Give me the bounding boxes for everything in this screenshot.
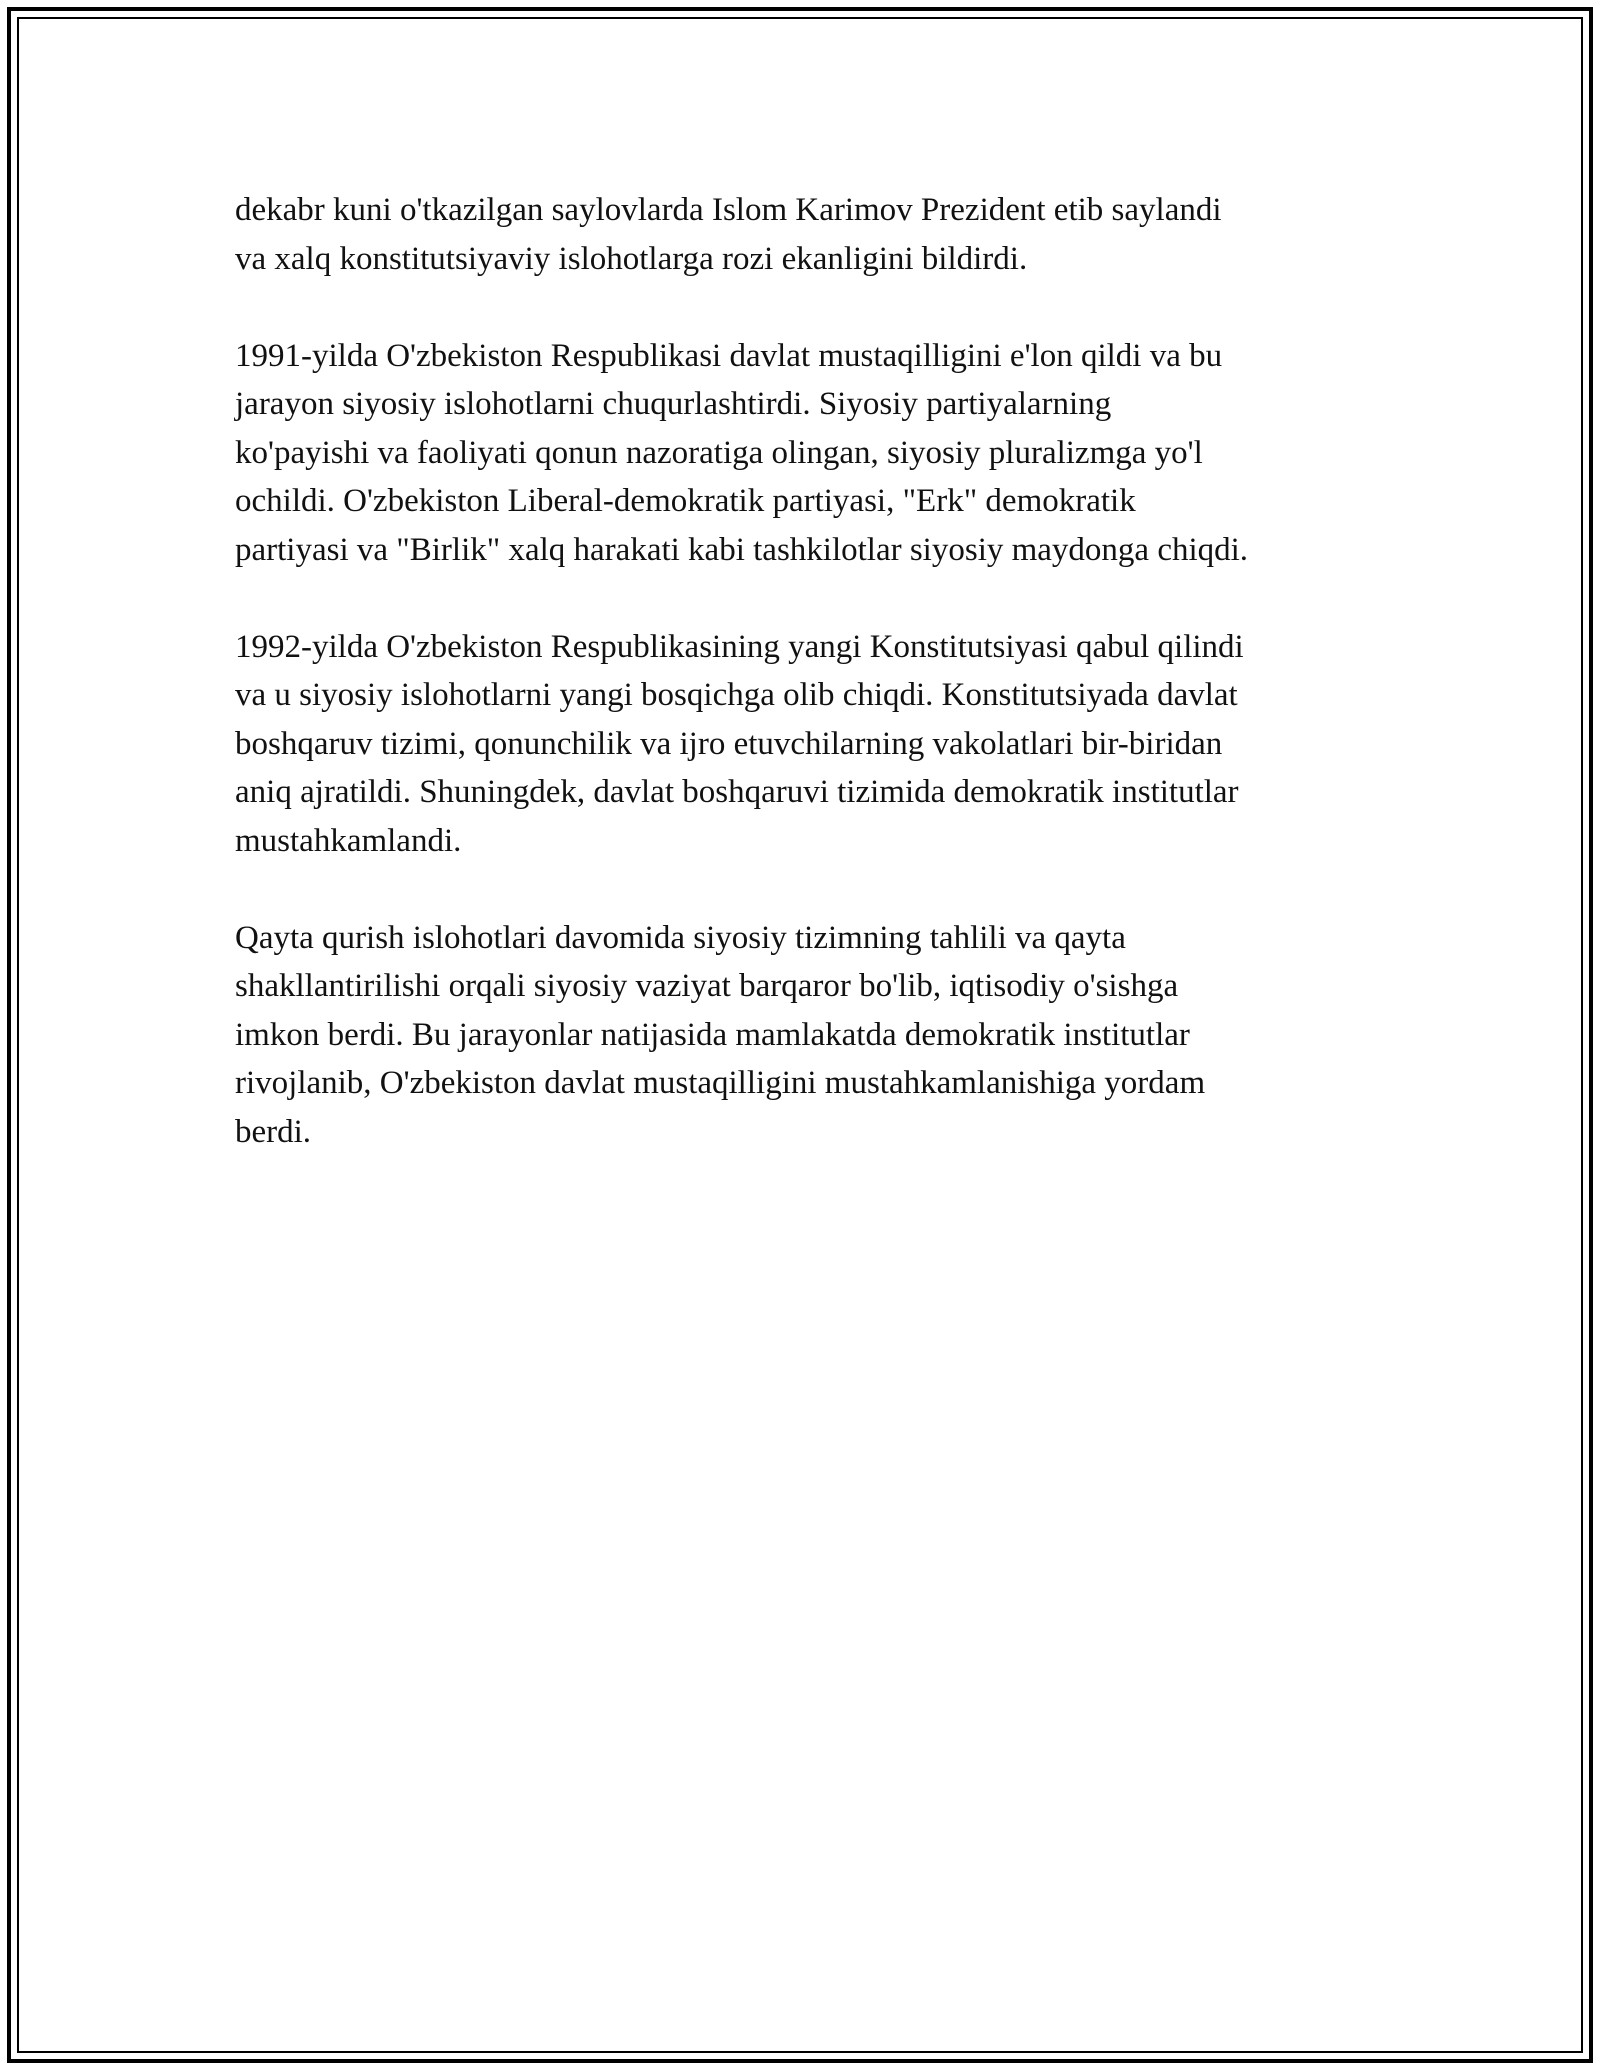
text-line: aniq ajratildi. Shuningdek, davlat boshqaruvi tizimida demokratik institutlar — [235, 774, 1239, 810]
paragraph-4 — [235, 914, 1385, 1157]
paragraph-1 — [235, 186, 1385, 283]
text-line: rivojlanib, O'zbekiston davlat mustaqilligini mustahkamlanishiga yordam — [235, 1065, 1206, 1101]
text-line: ochildi. O'zbekiston Liberal-demokratik partiyasi, "Erk" demokratik — [235, 483, 1136, 519]
text-line: va u siyosiy islohotlarni yangi bosqichga olib chiqdi. Konstitutsiyada davlat — [235, 677, 1238, 713]
text-line: 1992-yilda O'zbekiston Respublikasining yangi Konstitutsiyasi qabul qilindi — [235, 628, 1244, 665]
text-line: partiyasi va "Birlik" xalq harakati kabi tashkilotlar siyosiy maydonga chiqdi. — [235, 531, 1249, 568]
text-line: va xalq konstitutsiyaviy islohotlarga rozi ekanligini bildirdi. — [235, 240, 1028, 277]
paragraph-3 — [235, 623, 1385, 866]
paragraph-2 — [235, 332, 1385, 575]
text-line: Qayta qurish islohotlari davomida siyosiy tizimning tahlili va qayta — [235, 919, 1126, 956]
text-line: ko'payishi va faoliyati qonun nazoratiga olingan, siyosiy pluralizmga yo'l — [235, 434, 1203, 471]
text-line: shakllantirilishi orqali siyosiy vaziyat barqaror bo'lib, iqtisodiy o'sishga — [235, 968, 1179, 1004]
text-line: berdi. — [235, 1113, 312, 1150]
text-line: boshqaruv tizimi, qonunchilik va ijro etuvchilarning vakolatlari bir-biridan — [235, 725, 1223, 762]
document-body — [235, 186, 1385, 1205]
text-line: imkon berdi. Bu jarayonlar natijasida mamlakatda demokratik institutlar — [235, 1016, 1190, 1053]
text-line: mustahkamlandi. — [235, 822, 462, 859]
text-line: dekabr kuni o'tkazilgan saylovlarda Islom Karimov Prezident etib saylandi — [235, 192, 1222, 228]
text-line: 1991-yilda O'zbekiston Respublikasi davlat mustaqilligini e'lon qildi va bu — [235, 337, 1223, 374]
text-line: jarayon siyosiy islohotlarni chuqurlashtirdi. Siyosiy partiyalarning — [235, 386, 1112, 422]
